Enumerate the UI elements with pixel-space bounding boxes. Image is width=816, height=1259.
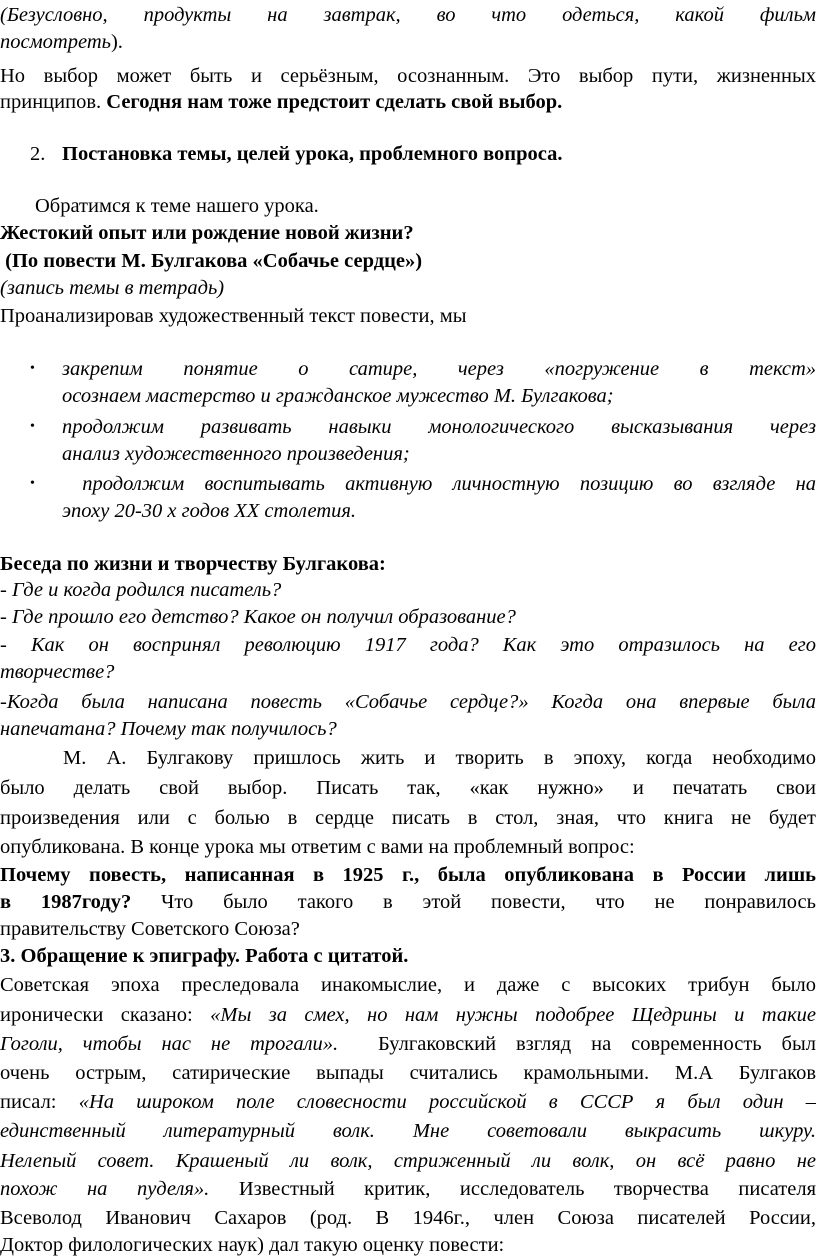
section-3-heading: 3. Обращение к эпиграфу. Работа с цитатой. (0, 945, 409, 967)
topic-note: (запись темы в тетрадь) (0, 277, 225, 299)
intro-italic-line-end: посмотреть). (0, 31, 123, 53)
bullet-icon: • (30, 361, 35, 376)
bulgakov-paragraph-line: было делать свой выбор. Писать так, «как нужно» и печатать свои (0, 777, 816, 799)
epigraph-paragraph-line: Всеволод Иванович Сахаров (род. В 1946г., член Союза писателей России, (0, 1207, 816, 1229)
question-item-cont: напечатана? Почему так получилось? (0, 718, 337, 740)
question-item: -Когда была написана повесть «Собачье сердце?» Когда она впервые была (0, 691, 816, 713)
epigraph-paragraph-line: иронически сказано: «Мы за смех, но нам нужны подобрее Щедрины и такие (0, 1004, 816, 1026)
section-2-number: 2. (30, 143, 46, 165)
question-item: - Как он воспринял революцию 1917 года? Как это отразилось на его (0, 634, 816, 656)
topic-subtitle: (По повести М. Булгакова «Собачье сердце») (0, 250, 423, 272)
intro-italic-line: (Безусловно, продукты на завтрак, во что одеться, какой фильм (0, 4, 816, 26)
choice-paragraph-line-end: принципов. Сегодня нам тоже предстоит сделать свой выбор. (0, 91, 563, 113)
goal-item-cont: эпоху 20-30 х годов XX столетия. (62, 500, 357, 522)
conversation-heading: Беседа по жизни и творчеству Булгакова: (0, 553, 386, 575)
section-2-title: Постановка темы, целей урока, проблемного вопроса. (62, 143, 563, 165)
bulgakov-paragraph-line: М. А. Булгакову пришлось жить и творить в эпоху, когда необходимо (63, 747, 816, 769)
wolf-quote-line: единственный литературный волк. Мне советовали выкрасить шкуру. (0, 1120, 816, 1142)
epigraph-paragraph-line: Советская эпоха преследовала инакомыслие, и даже с высоких трибун было (0, 974, 816, 996)
epigraph-paragraph-line: похож на пуделя». Известный критик, исследователь творчества писателя (0, 1178, 816, 1200)
problem-question: Почему повесть, написанная в 1925 г., была опубликована в России лишь (0, 864, 816, 886)
question-item: - Где прошло его детство? Какое он получил образование? (0, 606, 516, 628)
topic-intro: Обратимся к теме нашего урока. (35, 195, 319, 217)
goal-item-cont: осознаем мастерство и гражданское мужество М. Булгакова; (62, 385, 614, 407)
question-item: - Где и когда родился писатель? (0, 579, 282, 601)
question-item-cont: творчестве? (0, 661, 115, 683)
epigraph-paragraph-line: Гоголи, чтобы нас не трогали». Булгаковский взгляд на современность был (0, 1033, 816, 1055)
problem-question-end: правительству Советского Союза? (0, 918, 300, 940)
bulgakov-paragraph-line-end: опубликована. В конце урока мы ответим с вами на проблемный вопрос: (0, 836, 635, 858)
wolf-quote-line: Нелепый совет. Крашеный ли волк, стриженный ли волк, он всё равно не (0, 1150, 816, 1172)
analysis-lead: Проанализировав художественный текст повести, мы (0, 305, 467, 327)
problem-question-cont: в 1987году? Что было такого в этой повести, что не понравилось (0, 891, 816, 913)
epigraph-paragraph-line: очень острым, сатирические выпады считались крамольными. М.А Булгаков (0, 1062, 816, 1084)
bulgakov-paragraph-line: произведения или с болью в сердце писать в стол, зная, что книга не будет (0, 807, 816, 829)
epigraph-paragraph-line: писал: «На широком поле словесности российской в СССР я был один – (0, 1091, 816, 1113)
topic-title: Жестокий опыт или рождение новой жизни? (0, 222, 414, 244)
bullet-icon: • (30, 476, 35, 491)
choice-paragraph-line: Но выбор может быть и серьёзным, осознанным. Это выбор пути, жизненных (0, 65, 816, 87)
goal-item-cont: анализ художественного произведения; (62, 443, 410, 465)
bullet-icon: • (30, 419, 35, 434)
epigraph-paragraph-line-end: Доктор филологических наук) дал такую оценку повести: (0, 1234, 505, 1256)
